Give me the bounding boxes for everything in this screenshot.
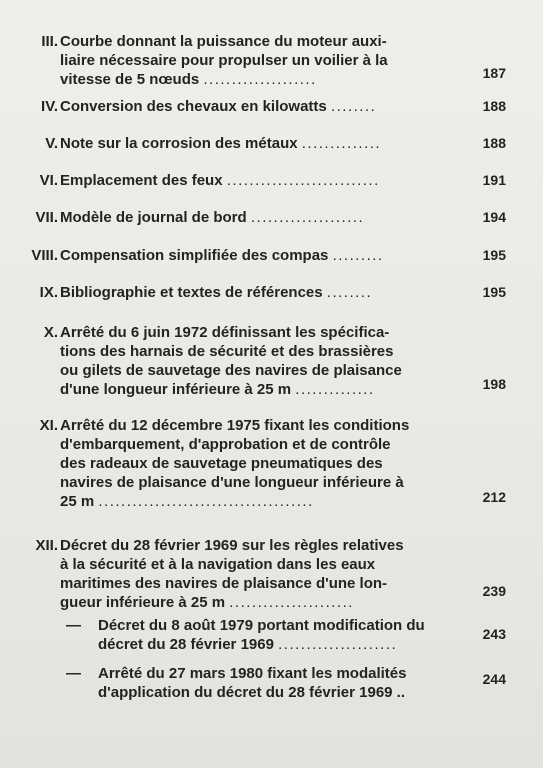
entry-line-text: Emplacement des feux xyxy=(60,172,223,189)
entry-line-text: Note sur la corrosion des métaux xyxy=(60,135,298,152)
entry-number: V. xyxy=(45,135,58,152)
leader-dots: .................... xyxy=(203,71,317,88)
entry-line-text: d'une longueur inférieure à 25 m xyxy=(60,381,292,398)
leader-dots: ...................................... xyxy=(98,493,314,510)
entry-line-text: Modèle de journal de bord xyxy=(60,209,247,226)
page-number: 191 xyxy=(482,172,506,188)
leader-dots: ..................... xyxy=(278,636,398,653)
entry-line-text: Conversion des chevaux en kilowatts xyxy=(60,98,327,115)
entry-line-text: vitesse de 5 nœuds xyxy=(60,71,200,88)
entry-number: VII. xyxy=(35,209,58,226)
entry-number: X. xyxy=(43,324,58,341)
leader-dots: ........ xyxy=(326,284,373,301)
leader-dots: ...................... xyxy=(229,594,354,611)
dash-marker: — xyxy=(66,665,81,682)
leader-dots: .............. xyxy=(301,135,382,152)
entry-line: liaire nécessaire pour propulser un voilier à la xyxy=(60,52,388,69)
entry-number: VIII. xyxy=(31,247,58,264)
page-number: 212 xyxy=(482,489,506,505)
entry-text xyxy=(60,32,460,89)
entry-line-text: Compensation simplifiée des compas xyxy=(60,247,329,264)
dash-marker: — xyxy=(66,617,81,634)
entry-number: IV. xyxy=(41,98,58,115)
entry-line-text: gueur inférieure à 25 m xyxy=(60,594,226,611)
page-number: 243 xyxy=(482,626,506,642)
leader-dots: .............. xyxy=(295,381,375,398)
entry-number: XI. xyxy=(39,417,58,434)
leader-dots: .................... xyxy=(250,209,365,226)
entry-number: III. xyxy=(41,33,58,50)
entry-line: Courbe donnant la puissance du moteur auxi- xyxy=(60,33,387,50)
page-number: 188 xyxy=(482,135,506,151)
page-number: 244 xyxy=(482,671,506,687)
entry-line-text: 25 m xyxy=(60,493,95,510)
book-page: III. Courbe donnant la puissance du moteur auxi- liaire nécessaire pour propulser un voilier à la vitesse de 5 nœuds .................... 187 IV. Conversion des chevaux en kilowatts ........ 188 V. Note sur la corrosion des métaux .............. 188 VI. Emplacement des feux ........................... 191 VII. Modèle de journal de bord .................... 194 VIII. Compensation simplifiée des compas ......... 195 IX. Bibliographie et textes de références ........ 195 X. Arrêté du 6 juin 1972 définissant les spécifica- tions des harnais de sécurité et des brassières ou gilets de sauvetage des navires de plaisance d'une longueur inférieure à 25 m .............. 198 XI. Arrêté du 12 décembre 1975 fixant les conditions d'embarquement, d'approbation et de contrôle des radeaux de sauvetage pneumatiques des navires de plaisance d'une longueur inférieure à 25 m ...................................... 212 XII. Décret du 28 février 1969 sur les règles relatives à la sécurité et à la navigation dans les eaux maritimes des navires de plaisance d'une lon- gueur inférieure à 25 m ...................... 239 — Décret du 8 août 1979 portant modification du décret du 28 février 1969 ..................... 243 — Arrêté du 27 mars 1980 fixant les modalités d'application du décret du 28 février 1969 .. 244 xyxy=(0,0,543,768)
entry-number: VI. xyxy=(39,172,58,189)
entry-line xyxy=(60,70,460,89)
page-number: 194 xyxy=(482,209,506,225)
leader-dots: ........ xyxy=(330,98,377,115)
page-number: 188 xyxy=(482,98,506,114)
leader-dots: ......... xyxy=(332,247,384,264)
page-number: 195 xyxy=(482,247,506,263)
page-number: 187 xyxy=(482,65,506,81)
page-number: 195 xyxy=(482,284,506,300)
entry-number: IX. xyxy=(39,284,58,301)
entry-line-text: décret du 28 février 1969 xyxy=(98,636,274,653)
entry-number: XII. xyxy=(35,537,58,554)
page-number: 239 xyxy=(482,583,506,599)
entry-line-text: Bibliographie et textes de références xyxy=(60,284,323,301)
page-number: 198 xyxy=(482,376,506,392)
leader-dots: ........................... xyxy=(226,172,380,189)
